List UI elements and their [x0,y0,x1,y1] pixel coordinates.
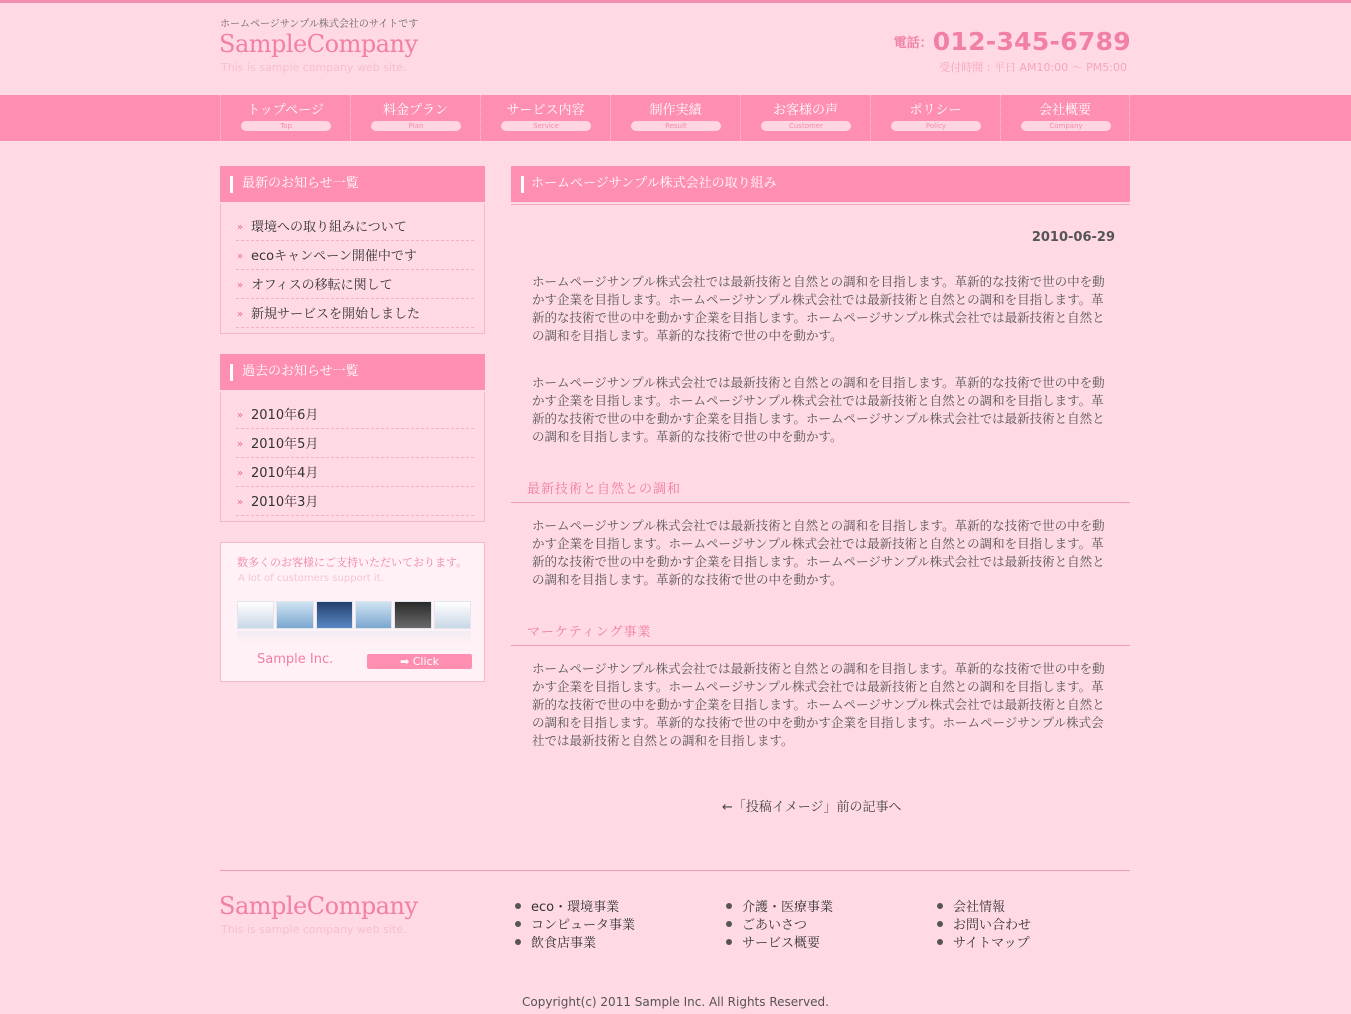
footer-logo[interactable]: SampleCompany [219,892,418,920]
bullet-icon [515,903,521,909]
article-title-underline [511,204,1130,205]
bullet-icon [937,921,943,927]
list-item[interactable]: » 2010年3月 [236,487,474,516]
list-marker-icon: » [237,497,244,508]
nav-item-label: 料金プラン [382,103,448,118]
nav-item-policy[interactable] [870,95,1000,141]
banner-click-button[interactable]: ➡ Click [367,654,472,669]
nav-item-sublabel: Result [631,121,721,131]
footer-link[interactable]: お問い合わせ [937,917,1031,935]
nav-item-label: ポリシー [909,103,962,118]
list-item[interactable]: » 2010年5月 [236,429,474,458]
phone-number[interactable]: 012-345-6789 [932,27,1131,56]
phone-contact [894,27,1131,56]
footer-link[interactable]: 介護・医療事業 [726,899,833,917]
nav-item-sublabel: Service [501,121,591,131]
footer-links-col-1 [515,899,635,953]
bullet-icon [515,921,521,927]
nav-item-result[interactable] [610,95,740,141]
article-paragraph: ホームページサンプル株式会社では最新技術と自然との調和を目指します。革新的な技術で世の中を動かす企業を目指します。ホームページサンプル株式会社では最新技術と自然との調和を目指します。革新的な技術で世の中を動かす企業を目指します。ホームページサンプル株式会社では最新技術と自然との調和を目指します。革新的な技術で世の中を動かす企業を目指します。ホームページサンプル株式会社では最新技術と自然との調和を目指します。 [532,661,1105,748]
list-item[interactable]: » オフィスの移転に関して [236,270,474,299]
footer-link[interactable]: サイトマップ [937,935,1031,953]
website-thumbnail [355,601,392,629]
section-heading-underline [511,502,1130,503]
past-news-title-text: 過去のお知らせ一覧 [242,364,359,379]
phone-label: 電話： [893,36,933,51]
copyright: Copyright(c) 2011 Sample Inc. All Rights Reserved. [522,995,829,1009]
article-title [511,166,1130,202]
website-thumbnail [394,601,431,629]
footer-links-col-2 [726,899,833,953]
footer-link[interactable]: コンピュータ事業 [515,917,635,935]
footer-divider [220,870,1130,871]
title-bar-marker [230,364,233,381]
article-paragraph: ホームページサンプル株式会社では最新技術と自然との調和を目指します。革新的な技術で世の中を動かす企業を目指します。ホームページサンプル株式会社では最新技術と自然との調和を目指します。革新的な技術で世の中を動かす企業を目指します。ホームページサンプル株式会社では最新技術と自然との調和を目指します。革新的な技術で世の中を動かす。 [532,274,1105,343]
list-item[interactable]: » 環境への取り組みについて [236,212,474,241]
nav-item-sublabel: Customer [761,121,851,131]
nav-item-label: トップページ [247,103,324,118]
site-logo-subtitle: This is sample company web site. [221,61,407,74]
nav-item-sublabel: Policy [891,121,981,131]
nav-item-service[interactable] [480,95,610,141]
section-heading-underline [511,645,1130,646]
banner-subtitle: A lot of customers support it. [238,573,384,584]
nav-item-top[interactable] [220,95,350,141]
website-thumbnail [434,601,471,629]
banner-brand: Sample Inc. [257,652,334,667]
nav-item-label: サービス内容 [506,103,585,118]
list-item[interactable]: » 2010年4月 [236,458,474,487]
nav-item-label: 制作実績 [649,103,702,118]
footer-link[interactable]: 会社情報 [937,899,1031,917]
list-marker-icon: » [237,439,244,450]
list-marker-icon: » [237,309,244,320]
list-item[interactable]: » ecoキャンペーン開催中です [236,241,474,270]
global-nav [220,95,1130,141]
banner-headline: 数多くのお客様にご支持いただいております。 [237,556,468,569]
nav-item-sublabel: Top [241,121,331,131]
article-paragraph: ホームページサンプル株式会社では最新技術と自然との調和を目指します。革新的な技術で世の中を動かす企業を目指します。ホームページサンプル株式会社では最新技術と自然との調和を目指します。革新的な技術で世の中を動かす企業を目指します。ホームページサンプル株式会社では最新技術と自然との調和を目指します。革新的な技術で世の中を動かす。 [532,518,1105,587]
footer-logo-subtitle: This is sample company web site. [221,923,407,936]
footer-link[interactable]: ごあいさつ [726,917,833,935]
article-title-text: ホームページサンプル株式会社の取り組み [531,176,777,191]
previous-article-link[interactable]: ←「投稿イメージ」前の記事へ [722,800,902,815]
footer-link[interactable]: 飲食店事業 [515,935,635,953]
website-thumbnail [316,601,353,629]
latest-news-box [220,204,485,334]
nav-item-plan[interactable] [350,95,480,141]
nav-item-sublabel: Company [1021,121,1111,131]
list-item[interactable]: » 新規サービスを開始しました [236,299,474,328]
list-marker-icon: » [237,410,244,421]
title-bar-marker [230,176,233,193]
footer-link[interactable]: サービス概要 [726,935,833,953]
nav-item-customer[interactable] [740,95,870,141]
section-heading: マーケティング事業 [527,625,652,640]
bullet-icon [726,939,732,945]
list-marker-icon: » [237,280,244,291]
nav-item-company[interactable] [1000,95,1130,141]
footer-link[interactable]: eco・環境事業 [515,899,635,917]
bullet-icon [515,939,521,945]
bullet-icon [726,903,732,909]
bullet-icon [937,903,943,909]
list-marker-icon: » [237,251,244,262]
website-thumbnail [276,601,313,629]
nav-item-label: 会社概要 [1038,103,1091,118]
business-hours: 受付時間 : 平日 AM10:00 〜 PM5:00 [939,61,1127,74]
title-bar-marker [521,176,524,193]
customer-support-banner[interactable] [220,542,485,682]
website-thumbnail [237,601,274,629]
latest-news-list [221,204,484,336]
latest-news-title [220,166,485,202]
section-heading: 最新技術と自然との調和 [527,482,682,497]
bullet-icon [937,939,943,945]
past-news-box [220,392,485,522]
bullet-icon [726,921,732,927]
past-news-list [221,392,484,524]
list-item[interactable]: » 2010年6月 [236,400,474,429]
nav-item-label: お客様の声 [772,103,838,118]
latest-news-title-text: 最新のお知らせ一覧 [242,176,359,191]
article-paragraph: ホームページサンプル株式会社では最新技術と自然との調和を目指します。革新的な技術で世の中を動かす企業を目指します。ホームページサンプル株式会社では最新技術と自然との調和を目指します。革新的な技術で世の中を動かす企業を目指します。ホームページサンプル株式会社では最新技術と自然との調和を目指します。革新的な技術で世の中を動かす。 [532,375,1105,444]
footer-links-col-3 [937,899,1031,953]
list-marker-icon: » [237,222,244,233]
thumbnail-reflection [237,631,471,643]
nav-item-sublabel: Plan [371,121,461,131]
top-accent-line [0,0,1351,3]
site-tagline: ホームページサンプル株式会社のサイトです [220,19,419,30]
list-marker-icon: » [237,468,244,479]
article-date: 2010-06-29 [1031,230,1115,245]
site-logo[interactable]: SampleCompany [219,30,418,58]
past-news-title [220,354,485,390]
